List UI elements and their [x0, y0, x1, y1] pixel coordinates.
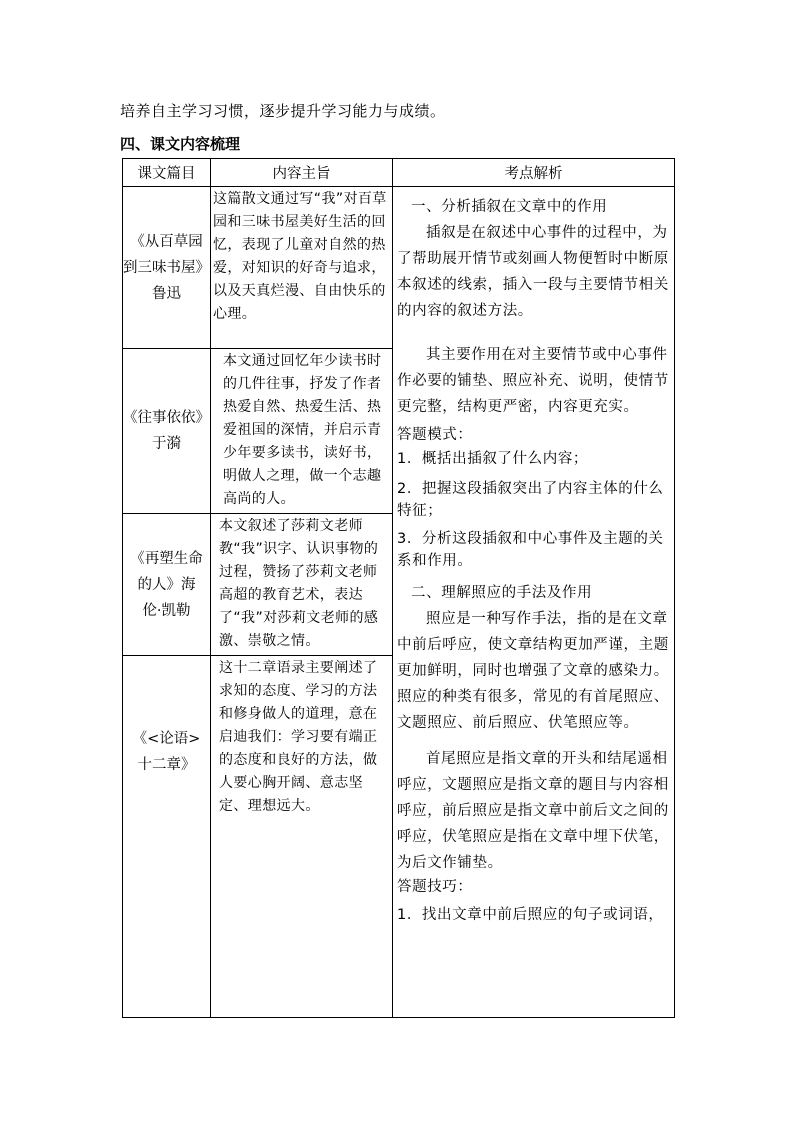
analysis-label: 答题技巧：: [397, 879, 473, 895]
lesson-summary: 这十二章语录主要阐述了求知的态度、学习的方法和修身做人的道理，意在启迪我们：学习要有端正的态度和良好的方法，做人要心胸开阔、意志坚定、理想远大。: [211, 656, 393, 1018]
content-table: [122, 158, 675, 1018]
lesson-summary: 本文通过回忆年少读书时的几件往事，抒发了作者热爱自然、热爱生活、热爱祖国的深情，并启示青少年要多读书，读好书，明做人之理，做一个志趣高尚的人。: [211, 349, 393, 514]
section-heading: 四、课文内容梳理: [120, 135, 241, 153]
lesson-title-line: 《从百草园: [130, 233, 203, 250]
lesson-title-line: 十二章》: [137, 757, 196, 773]
lesson-title-line: 《<论语>: [132, 731, 201, 747]
analysis-paragraph: 其主要作用在对主要情节或中心事件作必要的铺垫、照应补充、说明，使情节更完整，结构更严密，内容更充实。: [397, 347, 669, 415]
lesson-title: [123, 349, 211, 514]
lesson-title-line: 到三味书屋》: [123, 259, 210, 276]
lesson-summary: 本文叙述了莎莉文老师教“我”识字、认识事物的过程，赞扬了莎莉文老师高超的教育艺术，表达了“我”对莎莉文老师的感激、崇敬之情。: [211, 514, 393, 656]
lesson-title-line: 伦·凯勒: [142, 602, 191, 619]
analysis-list-item: 1．概括出插叙了什么内容；: [397, 451, 589, 467]
analysis-paragraph: 照应是一种写作手法，指的是在文章中前后呼应，使文章结构更加严谨，主题更加鲜明，同时也增强了文章的感染力。照应的种类有很多，常见的有首尾照应、文题照应、前后照应、伏笔照应等。: [397, 611, 669, 731]
analysis-paragraph: 插叙是在叙述中心事件的过程中，为了帮助展开情节或刻画人物便暂时中断原本叙述的线索，插入一段与主要情节相关的内容的叙述方法。: [397, 225, 669, 319]
analysis-list-item: 3．分析这段插叙和中心事件及主题的关系和作用。: [397, 531, 664, 569]
analysis-list-item: 1．找出文章中前后照应的句子或词语，: [397, 907, 664, 923]
analysis-list-item: 2．把握这段插叙突出了内容主体的什么特征；: [397, 481, 664, 519]
analysis-label: 答题模式：: [397, 427, 473, 443]
header-analysis: 考点解析: [393, 159, 675, 187]
lesson-title-line: 的人》海: [137, 576, 196, 593]
lesson-title-line: 《往事依依》: [123, 410, 210, 426]
lesson-summary: 这篇散文通过写“我”对百草园和三味书屋美好生活的回忆，表现了儿童对自然的热爱，对知识的好奇与追求，以及天真烂漫、自由快乐的心理。: [211, 187, 393, 349]
analysis-subheading: 二、理解照应的手法及作用: [411, 585, 593, 601]
table-header-row: [123, 159, 675, 187]
header-title: 课文篇目: [123, 159, 211, 187]
lesson-title: [123, 187, 211, 349]
lesson-title-line: 鲁迅: [152, 285, 181, 302]
analysis-cell: [393, 187, 675, 1018]
analysis-paragraph: 首尾照应是指文章的开头和结尾遥相呼应，文题照应是指文章的题目与内容相呼应，前后照应是指文章中前后文之间的呼应，伏笔照应是指在文章中埋下伏笔，为后文作铺垫。: [397, 751, 669, 871]
lesson-title: [123, 656, 211, 1018]
lesson-title-line: 于漪: [152, 436, 181, 452]
table-row: [123, 187, 675, 349]
analysis-subheading: 一、分析插叙在文章中的作用: [411, 199, 608, 215]
intro-text: 培养自主学习习惯，逐步提升学习能力与成绩。: [120, 102, 446, 120]
header-summary: 内容主旨: [211, 159, 393, 187]
lesson-title-line: 《再塑生命: [130, 550, 203, 567]
lesson-title: [123, 514, 211, 656]
